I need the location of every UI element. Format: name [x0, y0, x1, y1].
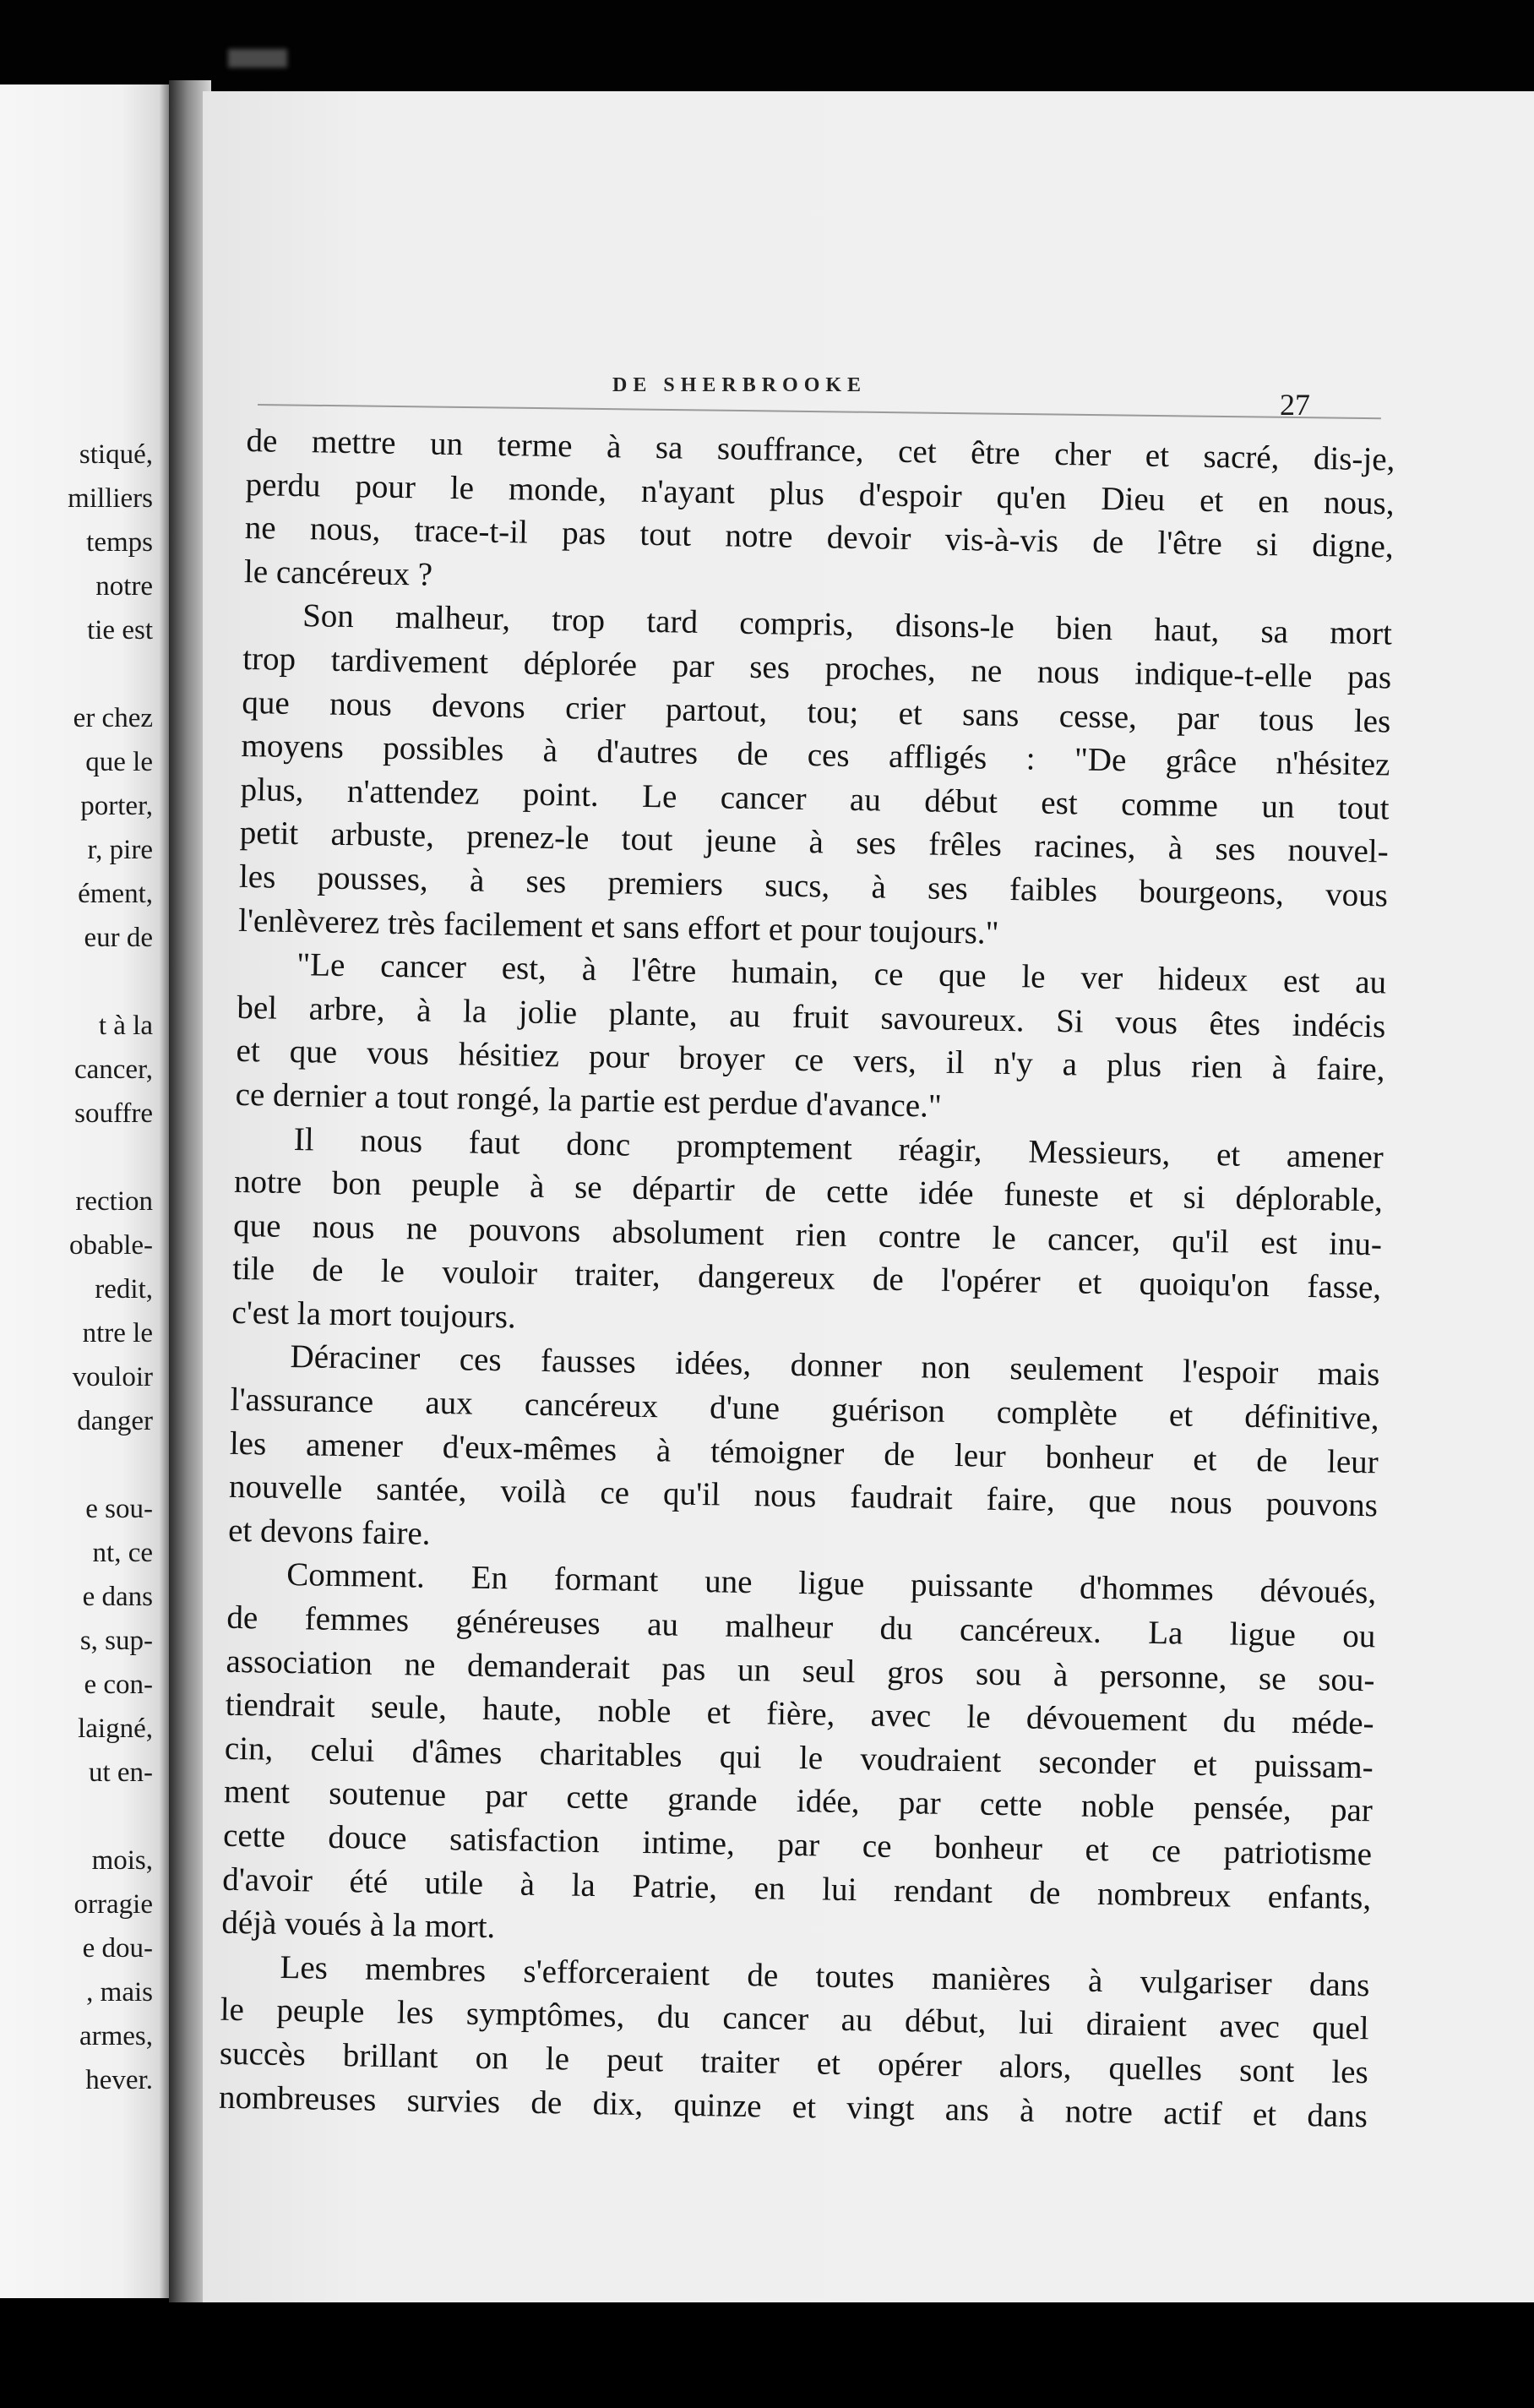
left-page-line: e dans — [82, 1582, 153, 1612]
film-strip-top — [0, 0, 1534, 93]
text-line: Son malheur, trop tard compris, disons-le bien haut, sa mort — [302, 597, 1393, 652]
left-page-line: hever. — [85, 2065, 153, 2095]
left-page-line: ément, — [78, 879, 153, 909]
text-line: Déraciner ces fausses idées, donner non seulement l'espoir mais — [290, 1338, 1380, 1393]
text-line: l'assurance aux cancéreux d'une guérison complète et définitive, — [230, 1381, 1379, 1437]
text-line: le cancéreux ? — [243, 553, 433, 593]
left-page-line: tie est — [87, 615, 153, 646]
left-page-line: eur de — [84, 923, 153, 953]
text-line: c'est la mort toujours. — [231, 1294, 517, 1336]
text-line: l'enlèverez très facilement et sans effort et pour toujours." — [237, 902, 999, 951]
left-page-line: mois, — [91, 1845, 153, 1876]
text-line: que nous ne pouvons absolument rien contre le cancer, qu'il est inu- — [232, 1207, 1383, 1263]
left-page-line: e sou- — [85, 1494, 153, 1524]
left-page-line: vouloir — [72, 1362, 153, 1392]
left-page-line: e con- — [84, 1670, 153, 1700]
text-line: bel arbre, à la jolie plante, au fruit savoureux. Si vous êtes indécis — [237, 989, 1386, 1045]
page-number: 27 — [1280, 388, 1310, 422]
text-line: cette douce satisfaction intime, par ce bonheur et ce patriotisme — [222, 1817, 1373, 1873]
left-page-line: notre — [95, 571, 153, 602]
running-head: DE SHERBROOKE — [612, 374, 868, 396]
left-page-line: stiqué, — [79, 439, 153, 470]
left-page-line: cancer, — [73, 1054, 153, 1085]
text-line: le peuple les symptômes, du cancer au début, lui diraient avec quel — [220, 1991, 1369, 2047]
text-line: cin, celui d'âmes charitables qui le voudraient seconder et puissam- — [224, 1730, 1374, 1786]
left-page-line: que le — [85, 747, 153, 777]
text-line: et devons faire. — [227, 1512, 431, 1552]
left-page-line: laigné, — [78, 1713, 153, 1744]
text-line: moyens possibles à d'autres de ces affligés : "De grâce n'hésitez — [241, 727, 1390, 783]
text-line: nombreuses survies de dix, quinze et vingt ans à notre actif et dans — [218, 2078, 1368, 2134]
text-line: ne nous, trace-t-il pas tout notre devoir vis-à-vis de l'être si digne, — [244, 509, 1395, 565]
text-line: les pousses, à ses premiers sucs, à ses faibles bourgeons, vous — [238, 858, 1389, 914]
body-text — [219, 419, 1395, 2138]
film-frame-mark — [228, 49, 287, 68]
left-page-line: er chez — [73, 703, 153, 733]
text-line: Les membres s'efforceraient de toutes manières à vulgariser dans — [280, 1948, 1370, 2004]
left-page-line: ut en- — [88, 1757, 153, 1788]
left-page-line: danger — [77, 1406, 153, 1436]
text-line: nouvelle santée, voilà ce qu'il nous faudrait faire, que nous pouvons — [228, 1468, 1379, 1524]
text-line: d'avoir été utile à la Patrie, en lui rendant de nombreux enfants, — [221, 1860, 1372, 1916]
left-page-line: ntre le — [82, 1318, 153, 1348]
left-page-line: armes, — [79, 2021, 153, 2051]
film-strip-bottom — [0, 2302, 1534, 2408]
left-page-line: , mais — [86, 1977, 153, 2008]
text-line: Il nous faut donc promptement réagir, Messieurs, et amener — [293, 1120, 1384, 1175]
text-line: petit arbuste, prenez-le tout jeune à ses frêles racines, à ses nouvel- — [239, 814, 1390, 870]
left-page-line: milliers — [68, 483, 153, 514]
text-line: ment soutenue par cette grande idée, par cette noble pensée, par — [223, 1773, 1374, 1829]
text-line: que nous devons crier partout, tou; et sans cesse, par tous les — [242, 684, 1391, 740]
text-line: perdu pour le monde, n'ayant plus d'espoir qu'en Dieu et en nous, — [245, 466, 1395, 522]
text-line: et que vous hésitiez pour broyer ce vers, il n'y a plus rien à faire, — [236, 1032, 1385, 1088]
text-line: de femmes généreuses au malheur du cancéreux. La ligue ou — [226, 1599, 1376, 1655]
text-line: "Le cancer est, à l'être humain, ce que le ver hideux est au — [296, 946, 1387, 1001]
text-line: trop tardivement déplorée par ses proches, ne nous indique-t-elle pas — [242, 640, 1392, 696]
text-line: les amener d'eux-mêmes à témoigner de leur bonheur et de leur — [229, 1425, 1379, 1481]
left-page-line: r, pire — [87, 835, 153, 865]
header-rule — [258, 404, 1381, 419]
text-line: notre bon peuple à se départir de cette idée funeste et si déplorable, — [233, 1163, 1384, 1219]
text-line: déjà voués à la mort. — [221, 1904, 496, 1946]
left-page-line: orragie — [73, 1889, 153, 1920]
left-page-line: e dou- — [82, 1933, 153, 1964]
left-page-line: t à la — [98, 1011, 153, 1041]
text-line: Comment. En formant une ligue puissante d'hommes dévoués, — [286, 1556, 1377, 1611]
left-page-line: redit, — [95, 1274, 153, 1305]
text-line: de mettre un terme à sa souffrance, cet être cher et sacré, dis-je, — [246, 422, 1395, 478]
left-page — [0, 84, 173, 2298]
text-line: tiendrait seule, haute, noble et fière, avec le dévouement du méde- — [225, 1686, 1374, 1742]
left-page-line: s, sup- — [79, 1626, 153, 1656]
left-page-line: porter, — [80, 791, 153, 821]
left-page-line: rection — [75, 1186, 153, 1217]
text-line: plus, n'attendez point. Le cancer au début est comme un tout — [240, 771, 1390, 827]
text-line: ce dernier a tout rongé, la partie est perdue d'avance." — [235, 1076, 943, 1125]
text-line: tile de le vouloir traiter, dangereux de l'opérer et quoiqu'on fasse, — [231, 1250, 1382, 1306]
text-line: succès brillant on le peut traiter et opérer alors, quelles sont les — [219, 2035, 1369, 2091]
left-page-line: souffre — [74, 1098, 153, 1129]
left-page-line: temps — [86, 527, 153, 558]
text-line: association ne demanderait pas un seul gros sou à personne, se sou- — [226, 1643, 1375, 1698]
left-page-line: nt, ce — [92, 1538, 153, 1568]
right-page — [203, 91, 1534, 2309]
left-page-line: obable- — [69, 1230, 153, 1261]
